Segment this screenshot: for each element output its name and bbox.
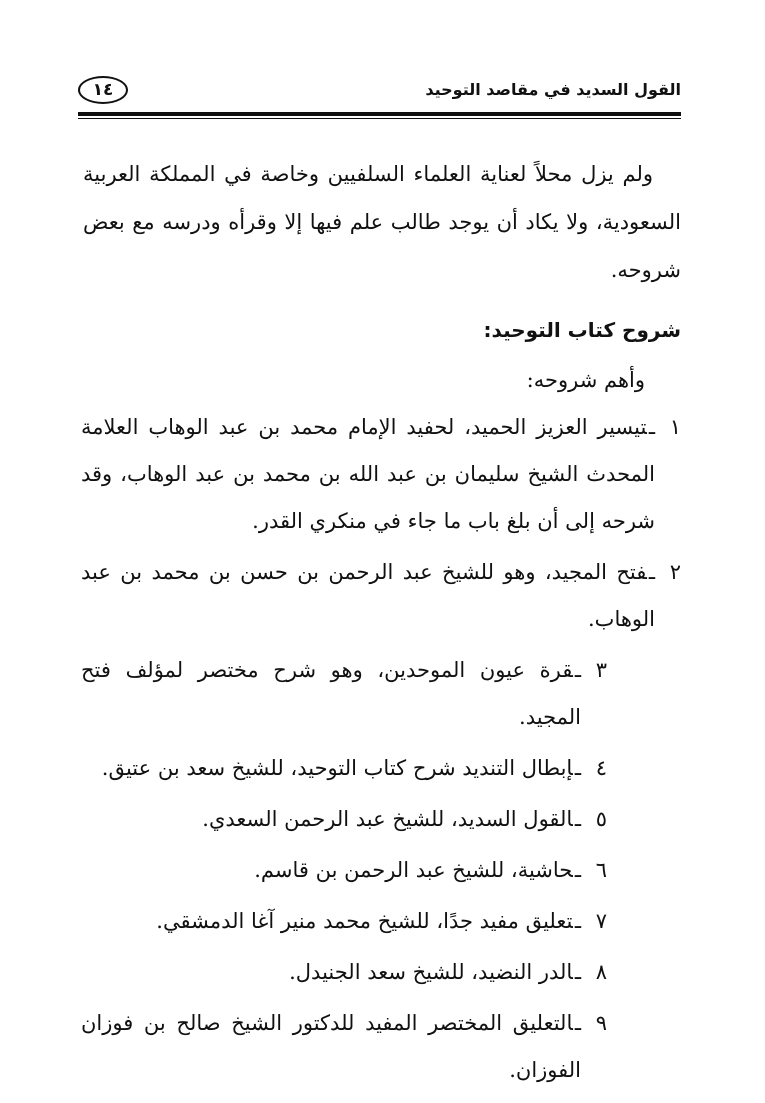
list-item xyxy=(81,404,681,545)
item-text: تيسير العزيز الحميد، لحفيد الإمام محمد بن عبد الوهاب العلامة المحدث الشيخ سليمان بن عبد الله بن محمد بن عبد الوهاب، وقد شرحه إلى أن بلغ باب ما جاء في منكري القدر. xyxy=(81,415,655,533)
list-item xyxy=(81,647,681,741)
item-text: إبطال التنديد شرح كتاب التوحيد، للشيخ سعد بن عتيق. xyxy=(101,756,573,780)
list-item xyxy=(81,549,681,643)
item-dash: ـ xyxy=(574,756,581,780)
item-dash: ـ xyxy=(648,415,655,439)
item-dash: ـ xyxy=(574,960,581,984)
item-dash: ـ xyxy=(648,560,655,584)
list-item xyxy=(81,847,681,894)
item-number: ٩ xyxy=(595,1011,607,1035)
section-lead: وأهم شروحه: xyxy=(526,368,645,392)
section-heading: شروح كتاب التوحيد: xyxy=(483,318,681,342)
commentaries-list xyxy=(81,404,681,1098)
running-header xyxy=(78,74,681,114)
item-dash: ـ xyxy=(574,909,581,933)
item-dash: ـ xyxy=(574,858,581,882)
item-dash: ـ xyxy=(574,1011,581,1035)
item-number: ١ xyxy=(669,415,681,439)
list-item xyxy=(81,745,681,792)
item-text: القول السديد، للشيخ عبد الرحمن السعدي. xyxy=(202,807,573,831)
item-number: ٣ xyxy=(595,658,607,682)
item-text: قرة عيون الموحدين، وهو شرح مختصر لمؤلف فتح المجيد. xyxy=(81,658,581,729)
item-number: ٤ xyxy=(595,756,607,780)
list-item xyxy=(81,898,681,945)
header-rule-thick xyxy=(78,112,681,116)
list-item xyxy=(81,949,681,996)
intro-paragraph: ولم يزل محلاً لعناية العلماء السلفيين وخاصة في المملكة العربية السعودية، ولا يكاد أن يوجد طالب علم فيها إلا وقرأه ودرسه مع بعض شروحه. xyxy=(83,162,681,282)
item-text: التعليق المختصر المفيد للدكتور الشيخ صالح بن فوزان الفوزان. xyxy=(81,1011,581,1082)
item-text: فتح المجيد، وهو للشيخ عبد الرحمن بن حسن بن محمد بن عبد الوهاب. xyxy=(81,560,655,631)
item-text: تعليق مفيد جدًا، للشيخ محمد منير آغا الدمشقي. xyxy=(156,909,573,933)
item-dash: ـ xyxy=(574,807,581,831)
item-dash: ـ xyxy=(574,658,581,682)
item-number: ٦ xyxy=(595,858,607,882)
item-number: ٥ xyxy=(595,807,607,831)
header-rule-thin xyxy=(78,118,681,119)
item-number: ٢ xyxy=(669,560,681,584)
item-number: ٧ xyxy=(595,909,607,933)
list-item xyxy=(81,1000,681,1094)
list-item xyxy=(81,796,681,843)
page-number-badge: ١٤ xyxy=(78,76,128,104)
item-number: ٨ xyxy=(595,960,607,984)
item-text: الدر النضيد، للشيخ سعد الجنيدل. xyxy=(289,960,573,984)
item-text: حاشية، للشيخ عبد الرحمن بن قاسم. xyxy=(254,858,573,882)
header-title: القول السديد في مقاصد التوحيد xyxy=(425,80,681,99)
